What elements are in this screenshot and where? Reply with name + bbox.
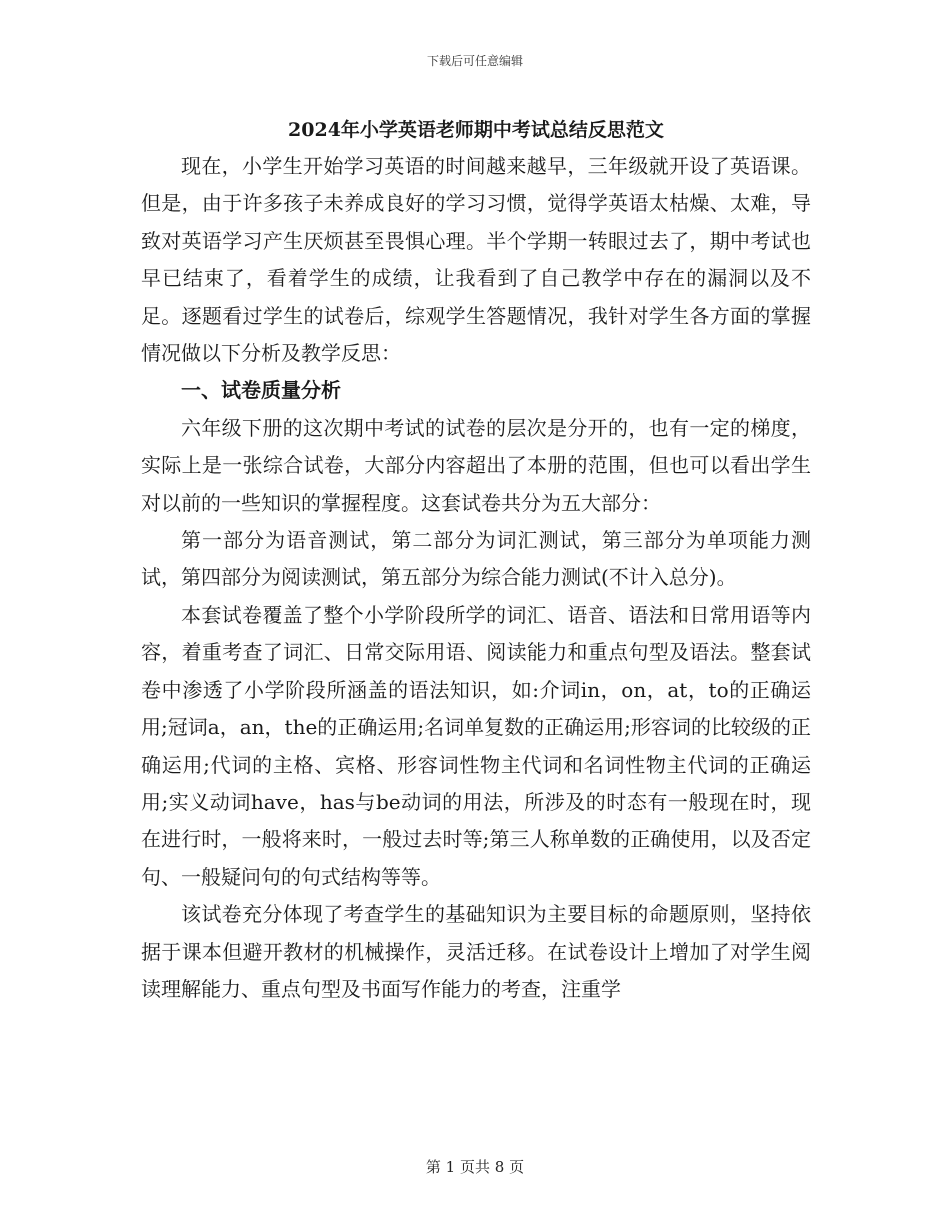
document-title: 2024年小学英语老师期中考试总结反思范文 bbox=[288, 119, 664, 141]
page-header-note: 下载后可任意编辑 bbox=[426, 54, 523, 68]
paragraph-design-principles: 该试卷充分体现了考查学生的基础知识为主要目标的命题原则，坚持依据于课本但避开教材的机械操作，灵活迁移。在试卷设计上增加了对学生阅读理解能力、重点句型及书面写作能力的考查，注重学 bbox=[141, 902, 811, 1001]
section-heading: 一、试卷质量分析 bbox=[181, 378, 341, 403]
paragraph-exam-overview: 六年级下册的这次期中考试的试卷的层次是分开的，也有一定的梯度，实际上是一张综合试卷，大部分内容超出了本册的范围，但也可以看出学生对以前的一些知识的掌握程度。这套试卷共分为五大部分： bbox=[141, 415, 811, 515]
paragraph-exam-parts: 第一部分为语音测试，第二部分为词汇测试，第三部分为单项能力测试，第四部分为阅读测试，第五部分为综合能力测试(不计入总分)。 bbox=[141, 528, 811, 590]
document-body bbox=[141, 112, 811, 1008]
paragraph-intro: 现在，小学生开始学习英语的时间越来越早，三年级就开设了英语课。但是，由于许多孩子未养成良好的学习习惯，觉得学英语太枯燥、太难，导致对英语学习产生厌烦甚至畏惧心理。半个学期一转眼过去了，期中考试也早已结束了，看着学生的成绩，让我看到了自己教学中存在的漏洞以及不足。逐题看过学生的试卷后，综观学生答题情况，我针对学生各方面的掌握情况做以下分析及教学反思： bbox=[141, 154, 811, 366]
paragraph-grammar-coverage: 本套试卷覆盖了整个小学阶段所学的词汇、语音、语法和日常用语等内容，着重考查了词汇、日常交际用语、阅读能力和重点句型及语法。整套试卷中渗透了小学阶段所涵盖的语法知识，如:介词in，on，at，to的正确运用;冠词a，an，the的正确运用;名词单复数的正确运用;形容词的比较级的正确运用;代词的主格、宾格、形容词性物主代词和名词性物主代词的正确运用;实义动词have，has与be动词的用法，所涉及的时态有一般现在时，现在进行时，一般将来时，一般过去时等;第三人称单数的正确使用，以及否定句、一般疑问句的句式结构等等。 bbox=[141, 602, 811, 889]
page-number: 第 1 页共 8 页 bbox=[425, 1158, 525, 1176]
